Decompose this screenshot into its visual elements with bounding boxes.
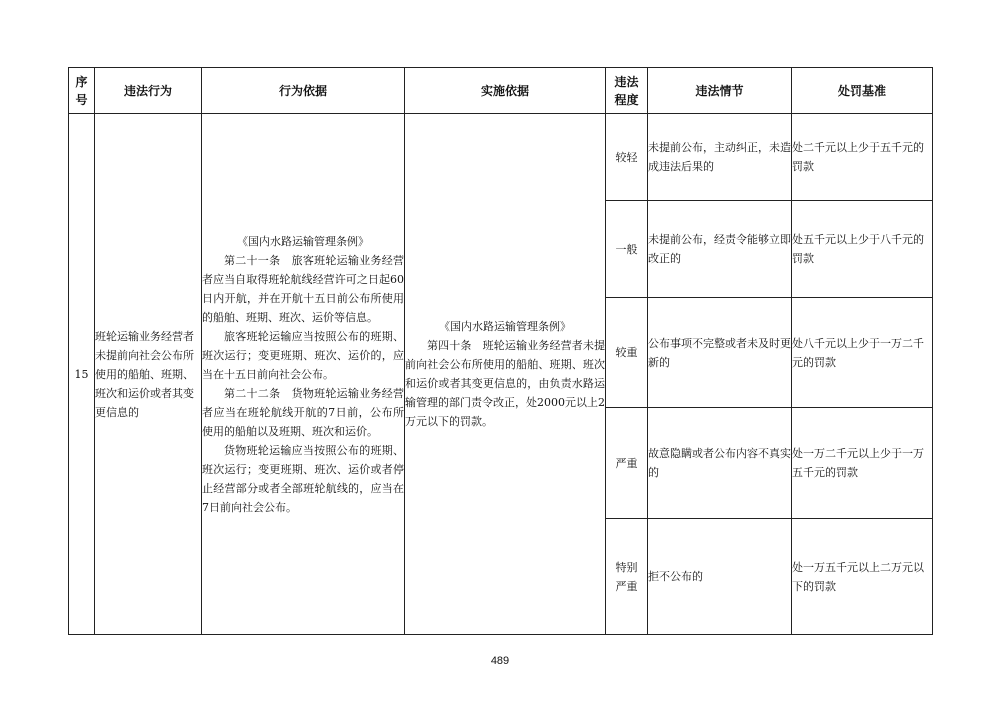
circumstance-cell: 拒不公布的: [648, 519, 792, 635]
header-penalty: 处罚基准: [792, 68, 933, 114]
table-row: [69, 114, 933, 201]
penalty-cell: 处八千元以上少于一万二千元的罚款: [792, 298, 933, 408]
circumstance-cell: 故意隐瞒或者公布内容不真实的: [648, 408, 792, 519]
degree-cell: 特别严重: [606, 519, 648, 635]
basis-paragraph: 旅客班轮运输应当按照公布的班期、班次运行；变更班期、班次、运价的，应当在十五日前向社会公布。: [202, 329, 404, 381]
circumstance-cell: 未提前公布，经责令能够立即改正的: [648, 201, 792, 298]
row-basis: [202, 114, 405, 635]
basis-title: 《国内水路运输管理条例》: [237, 234, 369, 248]
impl-title: 《国内水路运输管理条例》: [439, 320, 571, 333]
penalty-cell: 处一万二千元以上少于一万五千元的罚款: [792, 408, 933, 519]
impl-paragraph: 第四十条 班轮运输业务经营者未提前向社会公布所使用的船舶、班期、班次和运价或者其变更信息的，由负责水路运输管理的部门责令改正，处2000元以上2万元以下的罚款。: [405, 339, 605, 428]
penalty-cell: 处一万五千元以上二万元以下的罚款: [792, 519, 933, 635]
circumstance-cell: 未提前公布，主动纠正，未造成违法后果的: [648, 114, 792, 201]
basis-paragraph: 货物班轮运输应当按照公布的班期、班次运行；变更班期、班次、运价或者停止经营部分或者全部班轮航线的，应当在7日前向社会公布。: [202, 443, 404, 514]
page-number: 489: [490, 655, 510, 667]
row-seq: 15: [69, 114, 95, 635]
header-degree: 违法程度: [606, 68, 648, 114]
header-circ: 违法情节: [648, 68, 792, 114]
header-row: [69, 68, 933, 114]
header-act: 违法行为: [95, 68, 202, 114]
degree-cell: 严重: [606, 408, 648, 519]
circumstance-cell: 公布事项不完整或者未及时更新的: [648, 298, 792, 408]
basis-paragraph: 第二十二条 货物班轮运输业务经营者应当在班轮航线开航的7日前，公布所使用的船舶以及班期、班次和运价。: [202, 386, 404, 438]
degree-cell: 较轻: [606, 114, 648, 201]
row-implementation: [405, 114, 606, 635]
header-impl: 实施依据: [405, 68, 606, 114]
header-seq: 序号: [69, 68, 95, 114]
penalty-cell: 处二千元以上少于五千元的罚款: [792, 114, 933, 201]
degree-cell: 较重: [606, 298, 648, 408]
penalty-standards-table: [68, 67, 933, 635]
basis-paragraph: 第二十一条 旅客班轮运输业务经营者应当自取得班轮航线经营许可之日起60日内开航，并在开航十五日前公布所使用的船舶、班期、班次、运价等信息。: [202, 253, 404, 324]
degree-cell: 一般: [606, 201, 648, 298]
row-violation: 班轮运输业务经营者未提前向社会公布所使用的船舶、班期、班次和运价或者其变更信息的: [95, 114, 202, 635]
penalty-cell: 处五千元以上少于八千元的罚款: [792, 201, 933, 298]
header-basis: 行为依据: [202, 68, 405, 114]
